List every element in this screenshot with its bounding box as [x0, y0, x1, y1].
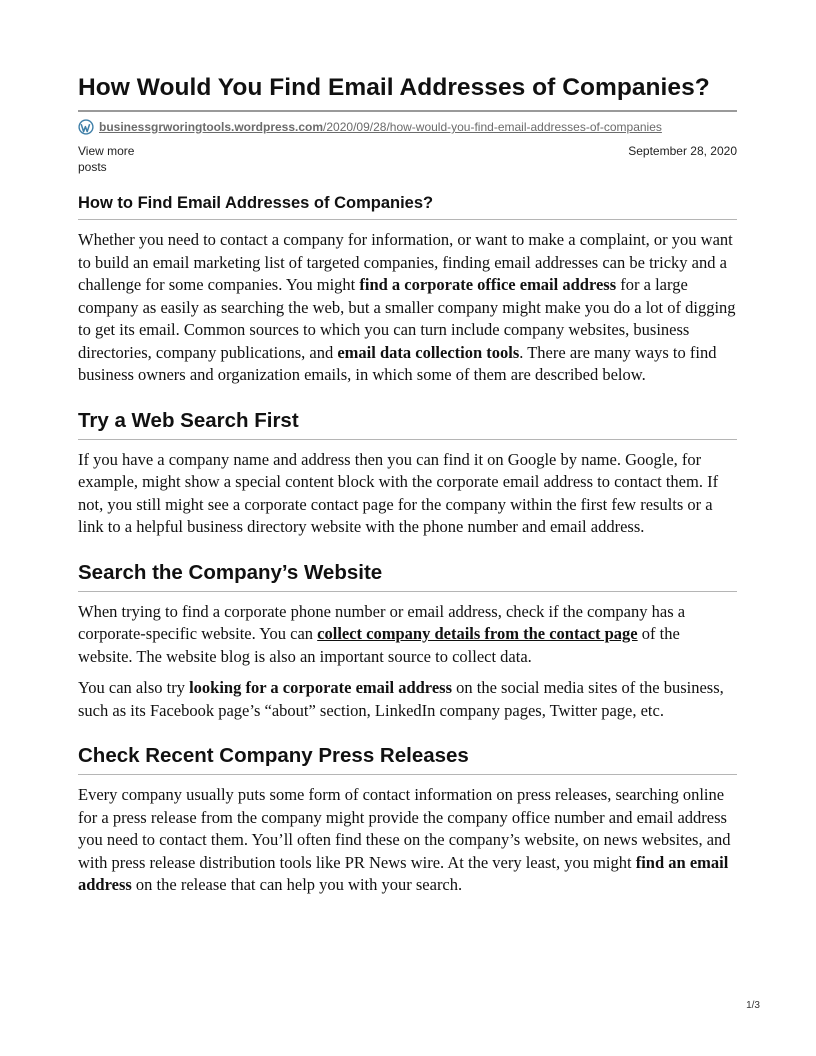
- view-more-posts-link[interactable]: View more posts: [78, 144, 135, 174]
- press-releases-paragraph: [78, 784, 737, 897]
- text-run: of the website. The website blog is also an important source to collect data.: [78, 624, 680, 666]
- source-url-link[interactable]: [99, 120, 662, 134]
- document-page: [78, 72, 737, 897]
- page-number: 1/3: [746, 1000, 760, 1011]
- bold-phrase: looking for a corporate email address: [189, 678, 452, 697]
- company-website-heading: Search the Company’s Website: [78, 560, 737, 592]
- web-search-heading: Try a Web Search First: [78, 408, 737, 440]
- source-domain[interactable]: businessgrworingtools.wordpress.com: [99, 120, 324, 134]
- bold-phrase: email data collection tools: [337, 342, 520, 362]
- page-title: How Would You Find Email Addresses of Companies?: [78, 72, 737, 112]
- intro-paragraph: [78, 229, 737, 387]
- source-path[interactable]: /2020/09/28/how-would-you-find-email-addresses-of-companies: [323, 120, 662, 134]
- text-run: When trying to find a corporate phone number or email address, check if the company has a corporate-specific website. You can: [78, 601, 686, 643]
- web-search-paragraph: If you have a company name and address then you can find it on Google by name. Google, for example, might show a special content block with the corporate email address to contact them. If not, you still might see a corporate contact page for the company within the first few results or a link to a helpful business directory website with the phone number and email address.: [78, 449, 719, 536]
- text-run: Whether you need to contact a company for information, or want to make a complaint, or you want to build an email marketing list of targeted companies, finding email addresses can be tricky and a challenge for some companies. You might: [78, 230, 733, 294]
- post-date: September 28, 2020: [628, 144, 737, 158]
- text-run: . There are many ways to find business owners and organization emails, in which some of them are described below.: [78, 342, 717, 384]
- contact-page-link[interactable]: collect company details from the contact page: [317, 624, 638, 643]
- wordpress-icon: [78, 119, 94, 135]
- bold-phrase: find an email address: [78, 852, 729, 894]
- text-run: on the social media sites of the business, such as its Facebook page’s “about” section, LinkedIn company pages, Twitter page, etc.: [78, 678, 724, 720]
- meta-row: [78, 143, 737, 175]
- text-run: You can also try: [78, 678, 190, 697]
- press-releases-heading: Check Recent Company Press Releases: [78, 743, 737, 775]
- text-run: on the release that can help you with your search.: [131, 875, 463, 894]
- intro-heading: How to Find Email Addresses of Companies?: [78, 192, 737, 220]
- text-run: Every company usually puts some form of contact information on press releases, searching online for a press release from the company might provide the company office number and email address you need to contact them. You’ll often find these on the company’s website, on news websites, and with press release distribution tools like PR News wire. At the very least, you might: [78, 785, 731, 872]
- company-website-paragraph-1: [78, 601, 737, 669]
- source-row: [78, 118, 737, 136]
- company-website-paragraph-2: [78, 677, 737, 722]
- bold-phrase: find a corporate office email address: [359, 275, 617, 294]
- text-run: for a large company as easily as searching the web, but a smaller company might make you do a lot of digging to get its email. Common sources to which you can turn include company websites, business directories, company publications, and: [78, 275, 736, 362]
